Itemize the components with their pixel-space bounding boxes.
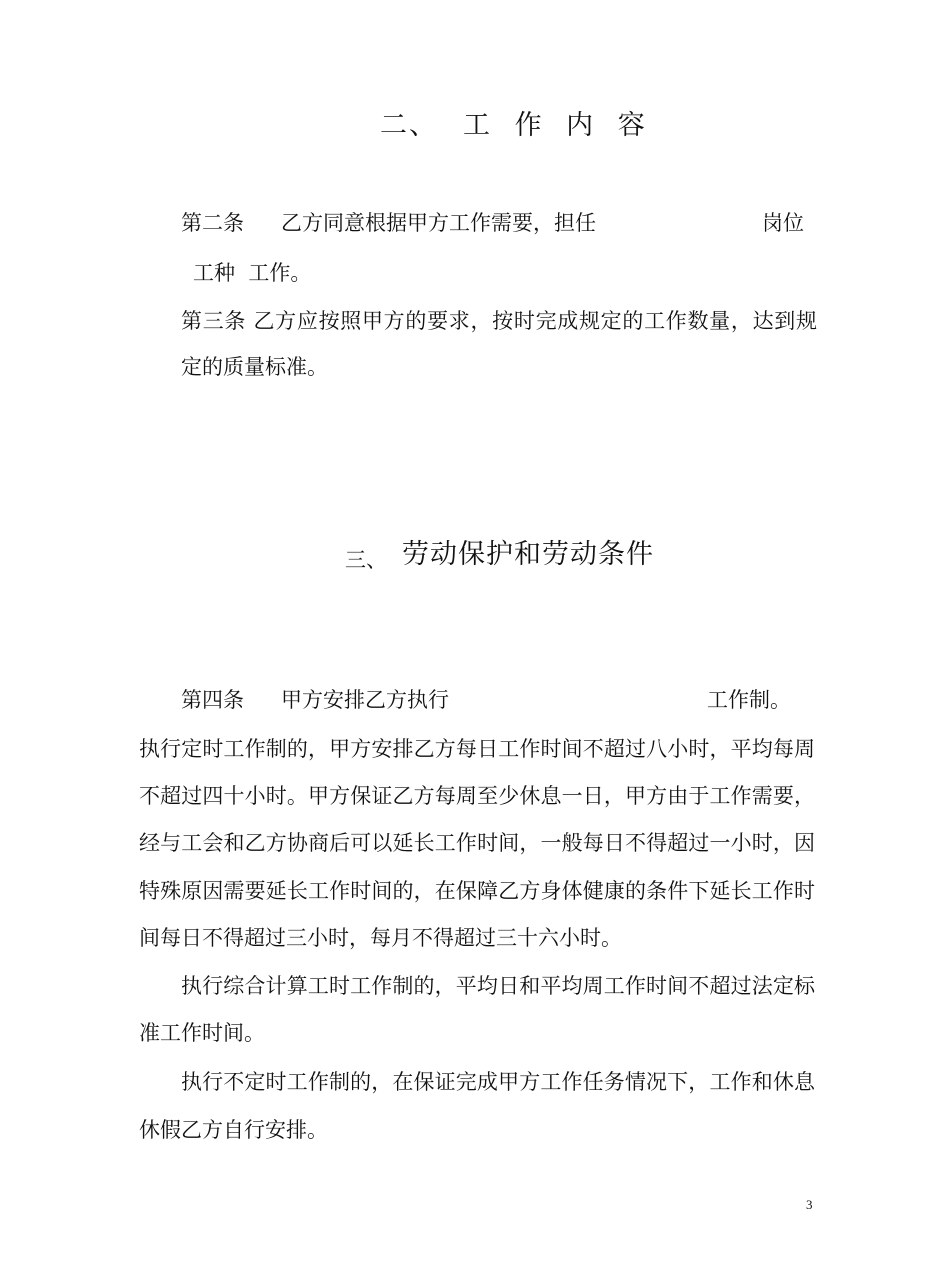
section3-title: 劳动保护和劳动条件 — [402, 539, 654, 570]
article4-text: 甲方安排乙方执行 — [281, 688, 449, 712]
para-comprehensive-line2: 准工作时间。 — [139, 1021, 265, 1045]
para-flexible-line2: 休假乙方自行安排。 — [139, 1118, 328, 1142]
section2-number: 二、 — [380, 110, 438, 141]
article4-line: 间每日不得超过三小时，每月不得超过三十六小时。 — [139, 926, 622, 950]
article2-label: 第二条 — [181, 211, 244, 235]
article4-label: 第四条 — [181, 688, 244, 712]
article4-line: 特殊原因需要延长工作时间的，在保障乙方身体健康的条件下延长工作时 — [139, 879, 815, 903]
page-number: 3 — [806, 1197, 813, 1212]
article4-line: 经与工会和乙方协商后可以延长工作时间，一般每日不得超过一小时，因 — [139, 831, 815, 855]
para-comprehensive-line1: 执行综合计算工时工作制的，平均日和平均周工作时间不超过法定标 — [181, 974, 815, 998]
article4-line: 不超过四十小时。甲方保证乙方每周至少休息一日，甲方由于工作需要， — [139, 784, 815, 808]
article4-suffix: 工作制。 — [707, 688, 791, 712]
section3-number: 三、 — [345, 548, 387, 572]
article3-line2: 定的质量标准。 — [181, 355, 328, 379]
para-flexible-line1: 执行不定时工作制的，在保证完成甲方工作任务情况下，工作和休息 — [181, 1070, 815, 1094]
article3-line1: 第三条 乙方应按照甲方的要求，按时完成规定的工作数量，达到规 — [181, 309, 817, 333]
article4-line: 执行定时工作制的，甲方安排乙方每日工作时间不超过八小时，平均每周 — [139, 737, 815, 761]
article2-text: 乙方同意根据甲方工作需要，担任 — [281, 211, 596, 235]
section2-title: 工 作 内 容 — [463, 110, 653, 141]
article2-line2: 工种 工作。 — [193, 261, 312, 285]
article2-suffix: 岗位 — [762, 211, 804, 235]
